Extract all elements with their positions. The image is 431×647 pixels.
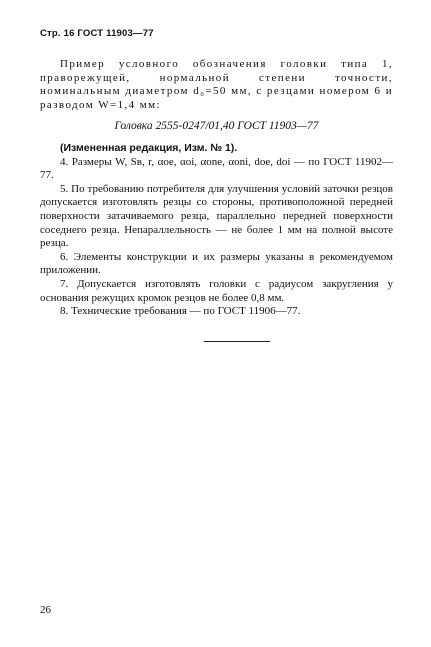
clause-7: 7. Допускается изготовлять головки с радиусом закругления у основания режущих кромок резцов не более 0,8 мм. [40, 277, 393, 304]
clause-6: 6. Элементы конструкции и их размеры указаны в рекомендуемом приложении. [40, 250, 393, 277]
clause-8: 8. Технические требования — по ГОСТ 11906—77. [60, 305, 301, 318]
designation-example-paragraph: Пример условного обозначения головки типа 1, праворежущей, нормальной степени точности, номинальным диаметром d₀=50 мм, с резцами номером 6 и разводом W=1,4 мм: [40, 58, 393, 111]
clause-4: 4. Размеры W, Sв, r, αoe, αoi, αone, αoni, doe, doi — по ГОСТ 11902—77. [40, 155, 393, 182]
page-number: 26 [40, 604, 51, 616]
running-head: Стр. 16 ГОСТ 11903—77 [40, 28, 154, 39]
designation-example: Головка 2555-0247/01,40 ГОСТ 11903—77 [114, 120, 319, 133]
section-end-rule [204, 341, 270, 342]
clause-5: 5. По требованию потребителя для улучшения условий заточки резцов допускается изготовлять резцы со стороны, противоположной передней поверхности затачиваемого резца, параллельно передней поверхности соседнего резца. Непараллельность — не более 1 мм на полной высоте резца. [40, 182, 393, 250]
amendment-note: (Измененная редакция, Изм. № 1). [60, 141, 238, 154]
body-text [40, 58, 393, 319]
